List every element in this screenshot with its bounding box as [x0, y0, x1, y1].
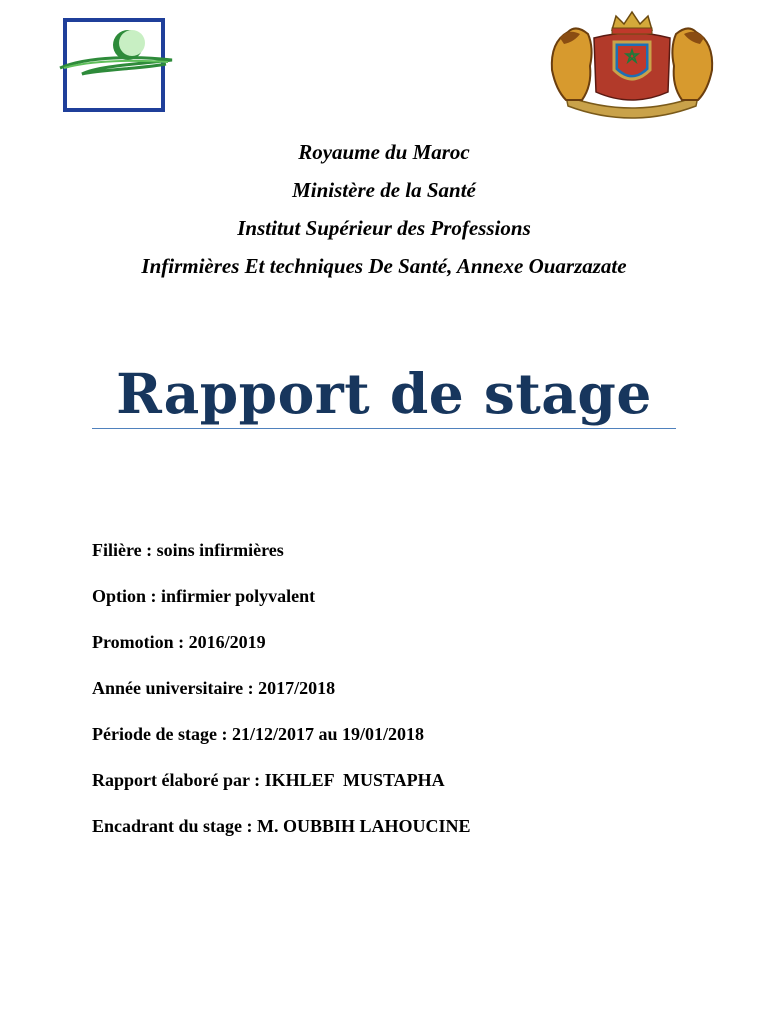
header-institute: Institut Supérieur des Professions [237, 216, 531, 240]
title-divider [92, 428, 676, 429]
info-academic-year: Année universitaire : 2017/2018 [92, 678, 336, 698]
info-option: Option : infirmier polyvalent [92, 586, 316, 606]
report-info [92, 538, 471, 860]
royal-coat-of-arms-icon [546, 8, 718, 122]
page-title: Rapport de stage [116, 361, 652, 426]
ministry-logo-icon [58, 16, 174, 116]
info-author: Rapport élaboré par : IKHLEF MUSTAPHA [92, 770, 445, 790]
header-institute-annex: Infirmières Et techniques De Santé, Annexe Ouarzazate [141, 254, 627, 278]
info-supervisor: Encadrant du stage : M. OUBBIH LAHOUCINE [92, 816, 471, 836]
header-ministry: Ministère de la Santé [292, 178, 476, 202]
info-filiere: Filière : soins infirmières [92, 540, 284, 560]
info-promotion: Promotion : 2016/2019 [92, 632, 266, 652]
header [0, 139, 768, 291]
header-kingdom: Royaume du Maroc [298, 140, 470, 164]
info-internship-period: Période de stage : 21/12/2017 au 19/01/2018 [92, 724, 424, 744]
